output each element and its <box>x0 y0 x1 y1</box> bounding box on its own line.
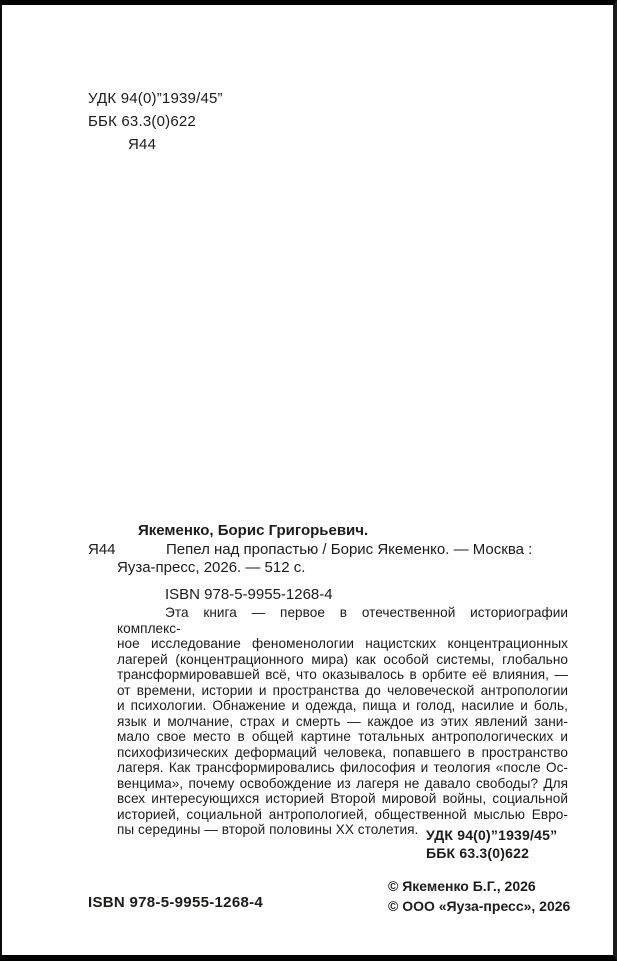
annotation-line: от времени, истории и пространства до человеческой антропологии <box>117 682 568 698</box>
annotation-line: психофизических деформаций человека, попавшего в пространство <box>117 744 568 760</box>
annotation-line: и психологии. Обнажение и одежда, пища и голод, насилие и боль, <box>117 698 568 713</box>
annotation-line: Эта книга — первое в отечественной историографии комплекс- <box>117 605 568 636</box>
copyright-block <box>388 876 570 916</box>
author-mark: Я44 <box>128 136 157 153</box>
annotation-line: мало свое место в общей картине тотальных антропологических и <box>117 729 568 744</box>
bib-author-heading: Якеменко, Борис Григорьевич. <box>138 522 369 539</box>
annotation-line: лагерей (концентрационного мира) как особой системы, глобально <box>117 651 568 667</box>
copyright-author: © Якеменко Б.Г., 2026 <box>388 878 536 894</box>
annotation-line: венцима», почему освобождение из лагеря не давало свободы? Для <box>117 775 568 791</box>
bottom-classification-block <box>426 826 557 862</box>
top-classification-block <box>88 87 223 156</box>
annotation-paragraph <box>117 605 568 838</box>
bbk-code-bottom: ББК 63.3(0)622 <box>426 845 530 861</box>
annotation-line: пы середины — второй половины XX столетия. <box>117 822 419 837</box>
bib-author-mark: Я44 <box>88 541 116 558</box>
annotation-line: трансформировавшей всё, что оказывалось в орбите её влияния, — <box>117 667 568 682</box>
udk-code-bottom: УДК 94(0)”1939/45” <box>426 827 558 843</box>
bib-title-line2: Яуза-пресс, 2026. — 512 с. <box>117 559 306 576</box>
copyright-publisher: © ООО «Яуза-пресс», 2026 <box>388 898 571 914</box>
annotation-line: ное исследование феноменологии нацистских концентрационных <box>117 636 568 651</box>
bbk-code: ББК 63.3(0)622 <box>88 113 196 130</box>
bib-isbn: ISBN 978-5-9955-1268-4 <box>165 586 333 603</box>
footer-isbn: ISBN 978-5-9955-1268-4 <box>88 894 264 911</box>
udk-code: УДК 94(0)”1939/45” <box>88 90 223 107</box>
bib-title-line1: Пепел над пропастью / Борис Якеменко. — Москва : <box>166 541 533 558</box>
annotation-line: историей, социальной антропологией, общественной мыслью Евро- <box>117 806 568 822</box>
annotation-line: всех интересующихся историей Второй мировой войны, социальной <box>117 791 568 806</box>
annotation-line: язык и молчание, страх и смерть — каждое из этих явлений зани- <box>117 713 568 729</box>
annotation-line: лагеря. Как трансформировались философия и теология «после Ос- <box>117 760 568 775</box>
